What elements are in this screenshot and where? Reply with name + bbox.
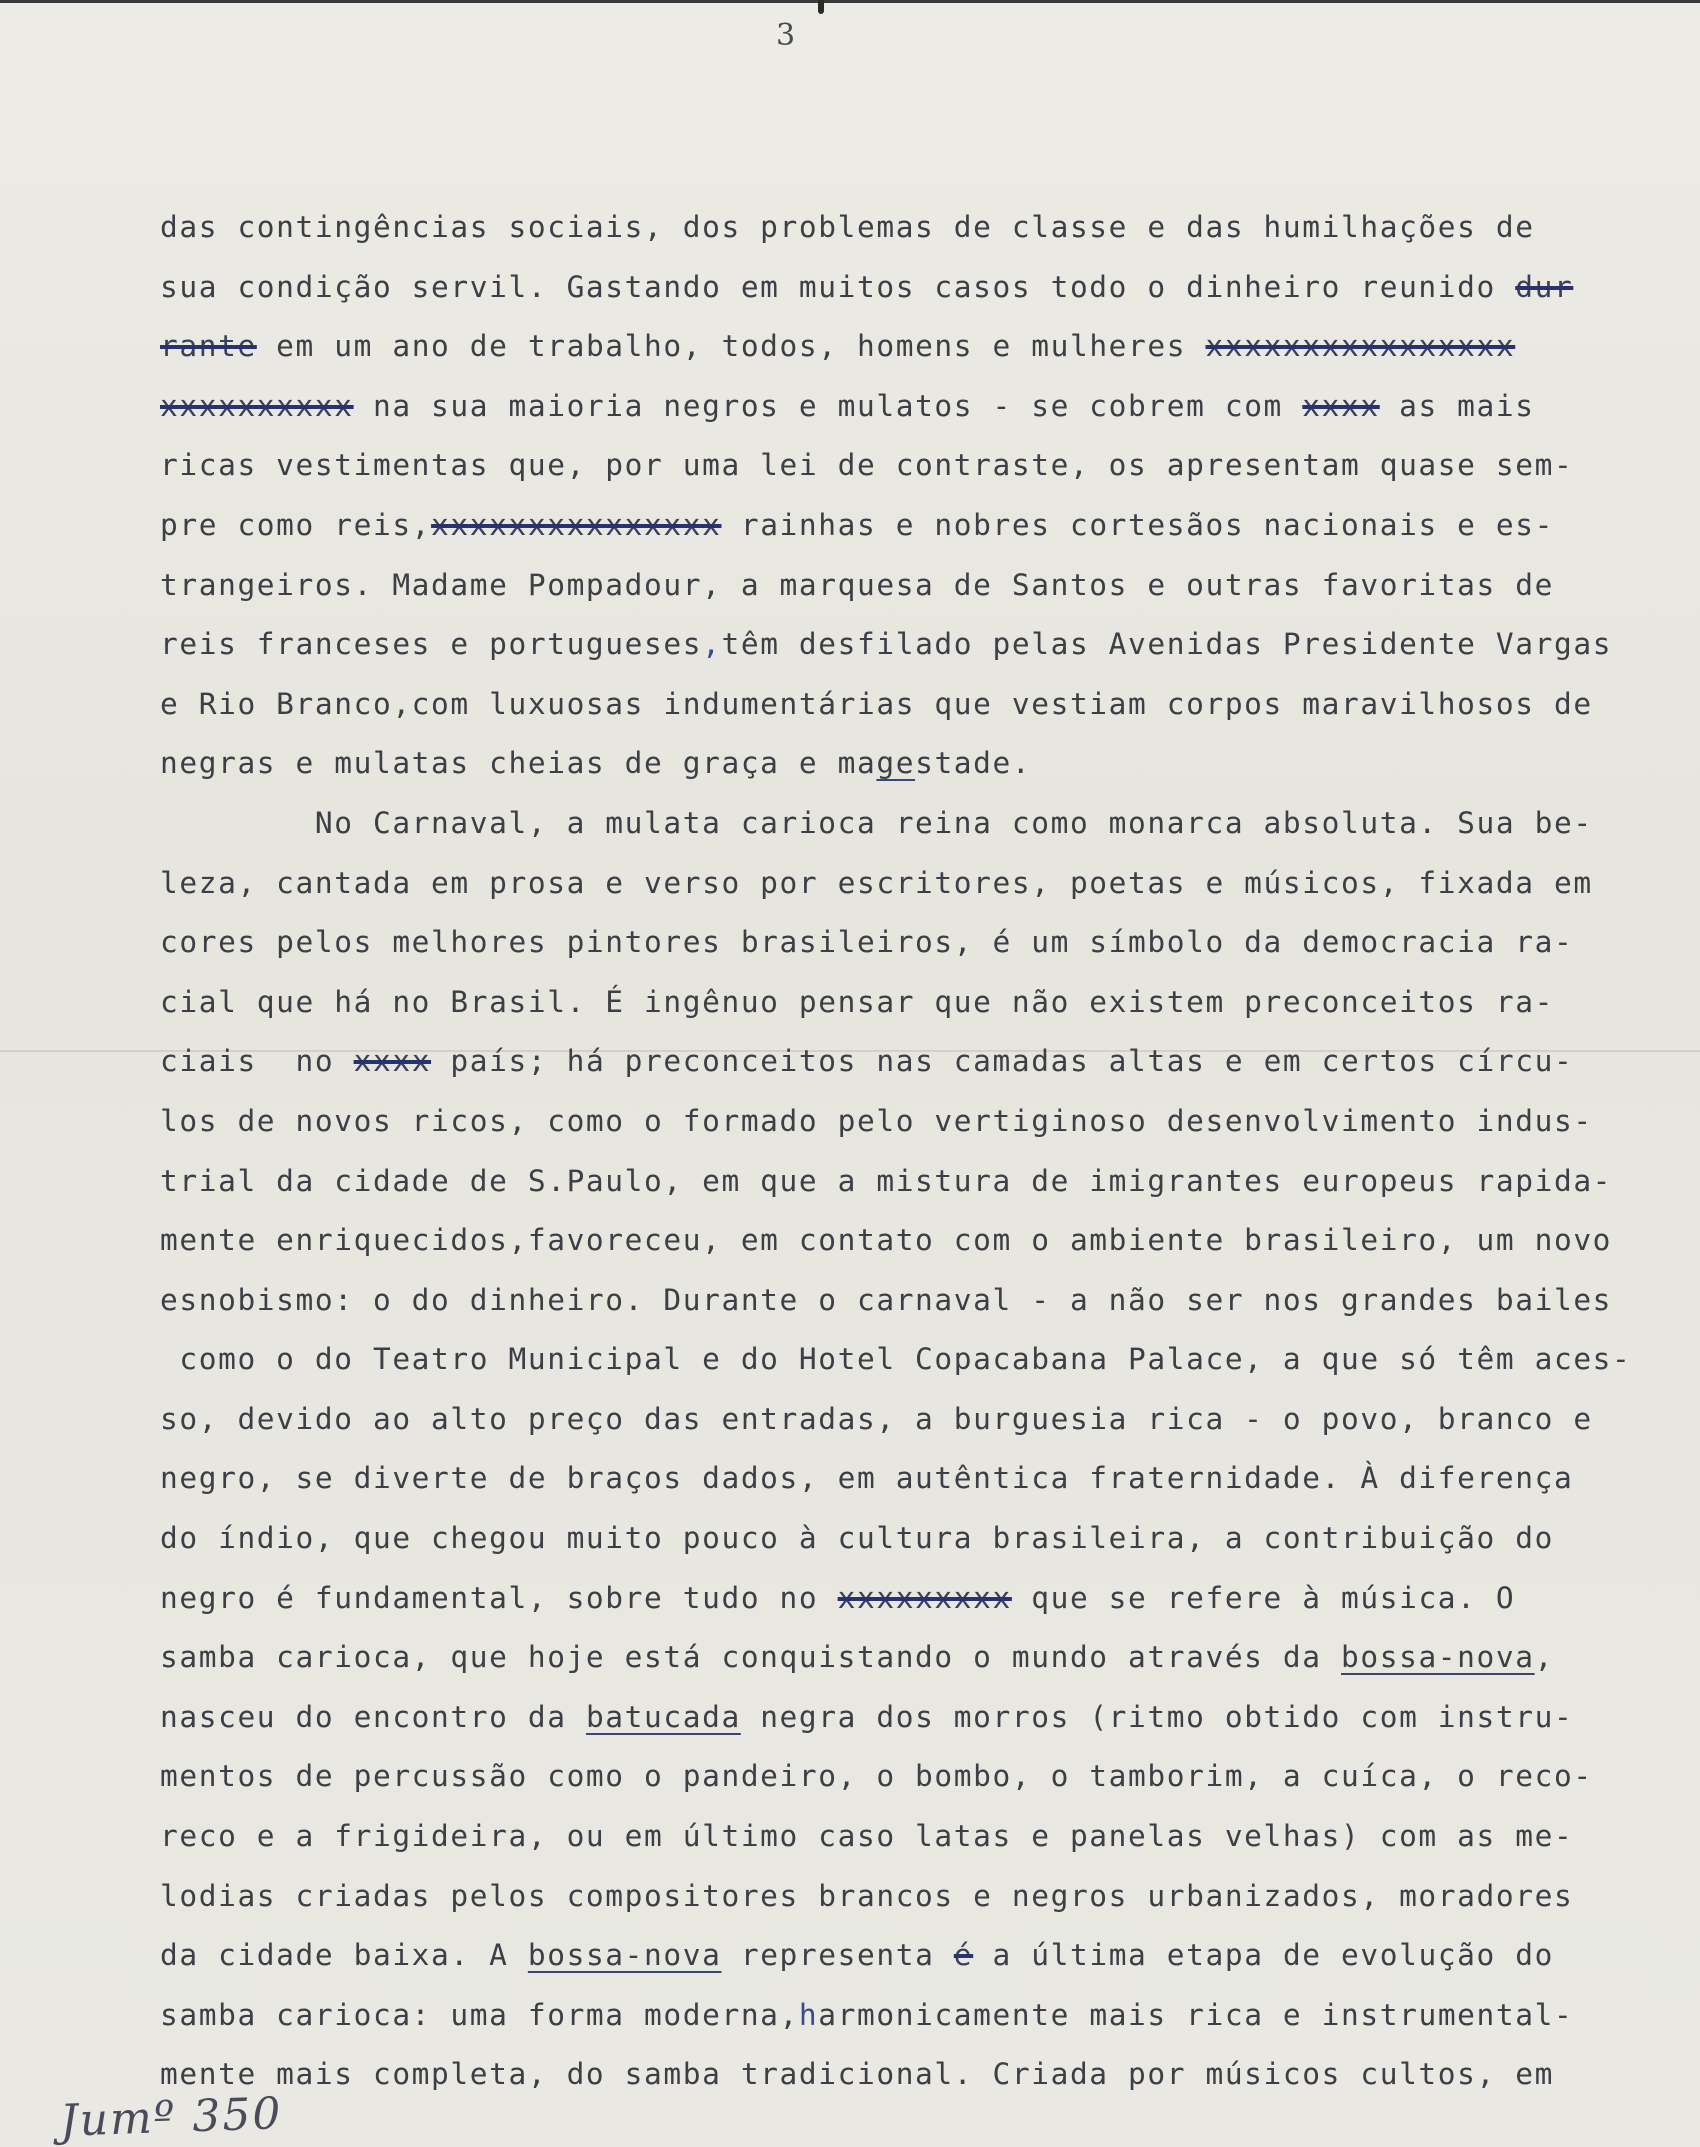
text-line: [160, 496, 1700, 556]
text-line: [160, 1211, 1700, 1271]
struck-text: xxxx: [1302, 388, 1380, 423]
text-line: [160, 1330, 1700, 1390]
text-line: [160, 794, 1700, 854]
page-top-edge: [0, 0, 1700, 3]
text-segment: negras e mulatas cheias de graça e ma: [160, 746, 877, 781]
text-segment: ricas vestimentas que, por uma lei de contraste, os apresentam quase sem-: [160, 448, 1574, 483]
underlined-text: ge: [876, 746, 916, 781]
struck-text: é: [953, 1938, 974, 1973]
struck-text: xxxxxxxxx: [837, 1580, 1012, 1615]
handwritten-margin-note: Jumº 350: [59, 2088, 284, 2147]
text-line: [160, 1986, 1700, 2046]
text-line: [160, 1867, 1700, 1927]
handwritten-correction: h: [798, 1997, 819, 2032]
typed-body-text: [160, 198, 1700, 2105]
struck-text: xxxxxxxxxxxxxxx: [431, 507, 722, 542]
text-segment: armonicamente mais rica e instrumental-: [818, 1997, 1574, 2032]
text-segment: lodias criadas pelos compositores brancos e negros urbanizados, moradores: [160, 1878, 1574, 1913]
text-segment: reis franceses e portugueses: [160, 627, 703, 662]
struck-text: xxxx: [353, 1044, 432, 1079]
text-line: [160, 258, 1700, 318]
text-line: [160, 317, 1700, 377]
text-line: [160, 1628, 1700, 1688]
text-segment: No Carnaval, a mulata carioca reina como monarca absoluta. Sua be-: [160, 805, 1593, 840]
text-line: [160, 615, 1700, 675]
text-line: [160, 1390, 1700, 1450]
text-line: [160, 198, 1700, 258]
text-line: [160, 1509, 1700, 1569]
text-segment: negro é fundamental, sobre tudo no: [160, 1580, 838, 1615]
text-segment: trangeiros. Madame Pompadour, a marquesa de Santos e outras favoritas de: [160, 567, 1554, 602]
text-segment: representa: [721, 1938, 954, 1973]
text-line: [160, 1092, 1700, 1152]
text-segment: que se refere à música. O: [1011, 1580, 1516, 1615]
text-segment: esnobismo: o do dinheiro. Durante o carnaval - a não ser nos grandes bailes: [160, 1282, 1613, 1317]
struck-text: xxxxxxxxxx: [160, 388, 354, 423]
text-line: [160, 1569, 1700, 1629]
underlined-text: bossa-nova: [1341, 1640, 1535, 1675]
text-segment: leza, cantada em prosa e verso por escritores, poetas e músicos, fixada em: [160, 865, 1593, 900]
text-segment: a última etapa de evolução do: [973, 1938, 1554, 1973]
text-line: [160, 377, 1700, 437]
text-segment: reco e a frigideira, ou em último caso latas e panelas velhas) com as me-: [160, 1819, 1574, 1854]
text-segment: têm desfilado pelas Avenidas Presidente Vargas: [721, 627, 1613, 662]
text-line: [160, 1449, 1700, 1509]
text-segment: mente enriquecidos,favoreceu, em contato com o ambiente brasileiro, um novo: [160, 1223, 1613, 1258]
struck-text: dur: [1515, 269, 1574, 304]
text-segment: e Rio Branco,com luxuosas indumentárias que vestiam corpos maravilhosos de: [160, 686, 1593, 721]
underlined-text: batucada: [585, 1699, 741, 1734]
text-line: [160, 973, 1700, 1033]
text-line: [160, 436, 1700, 496]
text-segment: mentos de percussão como o pandeiro, o bombo, o tamborim, a cuíca, o reco-: [160, 1759, 1593, 1794]
text-segment: das contingências sociais, dos problemas de classe e das humilhações de: [160, 210, 1535, 244]
text-segment: cial que há no Brasil. É ingênuo pensar que não existem preconceitos ra-: [160, 984, 1554, 1019]
text-segment: stade.: [915, 746, 1032, 781]
text-segment: rainhas e nobres cortesãos nacionais e es-: [721, 507, 1554, 542]
text-segment: país; há preconceitos nas camadas altas e em certos círcu-: [431, 1044, 1574, 1079]
text-segment: nasceu do encontro da: [160, 1699, 586, 1734]
page-number: 3: [776, 18, 796, 53]
staple-mark: [818, 0, 824, 14]
text-segment: negra dos morros (ritmo obtido com instru-: [740, 1699, 1574, 1734]
text-segment: samba carioca: uma forma moderna,: [160, 1997, 799, 2032]
text-segment: como o do Teatro Municipal e do Hotel Copacabana Palace, a que só têm aces-: [160, 1342, 1632, 1377]
text-line: [160, 1271, 1700, 1331]
text-segment: trial da cidade de S.Paulo, em que a mistura de imigrantes europeus rapida-: [160, 1163, 1613, 1198]
text-segment: ciais no: [160, 1044, 354, 1079]
text-segment: as mais: [1379, 388, 1535, 423]
text-segment: samba carioca, que hoje está conquistando o mundo através da: [160, 1640, 1341, 1675]
text-segment: na sua maioria negros e mulatos - se cobrem com: [353, 388, 1303, 423]
text-line: [160, 854, 1700, 914]
text-line: [160, 556, 1700, 616]
text-segment: so, devido ao alto preço das entradas, a burguesia rica - o povo, branco e: [160, 1401, 1593, 1436]
text-segment: em um ano de trabalho, todos, homens e mulheres: [256, 329, 1206, 364]
text-line: [160, 1926, 1700, 1986]
text-line: [160, 675, 1700, 735]
text-line: [160, 1688, 1700, 1748]
handwritten-correction: ,: [702, 627, 722, 662]
text-segment: da cidade baixa. A: [160, 1938, 528, 1973]
text-segment: cores pelos melhores pintores brasileiros, é um símbolo da democracia ra-: [160, 925, 1574, 960]
text-segment: mente mais completa, do samba tradicional. Criada por músicos cultos, em: [160, 2057, 1554, 2092]
text-line: [160, 2045, 1700, 2105]
text-segment: negro, se diverte de braços dados, em autêntica fraternidade. À diferença: [160, 1461, 1574, 1496]
text-segment: do índio, que chegou muito pouco à cultura brasileira, a contribuição do: [160, 1521, 1554, 1556]
text-segment: pre como reis,: [160, 507, 432, 542]
struck-text: rante: [160, 329, 257, 364]
text-line: [160, 1807, 1700, 1867]
text-segment: sua condição servil. Gastando em muitos casos todo o dinheiro reunido: [160, 269, 1516, 304]
struck-text: xxxxxxxxxxxxxxxx: [1205, 329, 1516, 364]
underlined-text: bossa-nova: [527, 1938, 722, 1973]
text-line: [160, 734, 1700, 794]
text-line: [160, 1747, 1700, 1807]
text-line: [160, 1032, 1700, 1092]
text-segment: ,: [1534, 1640, 1554, 1675]
text-segment: los de novos ricos, como o formado pelo vertiginoso desenvolvimento indus-: [160, 1103, 1593, 1138]
text-line: [160, 913, 1700, 973]
text-line: [160, 1152, 1700, 1212]
